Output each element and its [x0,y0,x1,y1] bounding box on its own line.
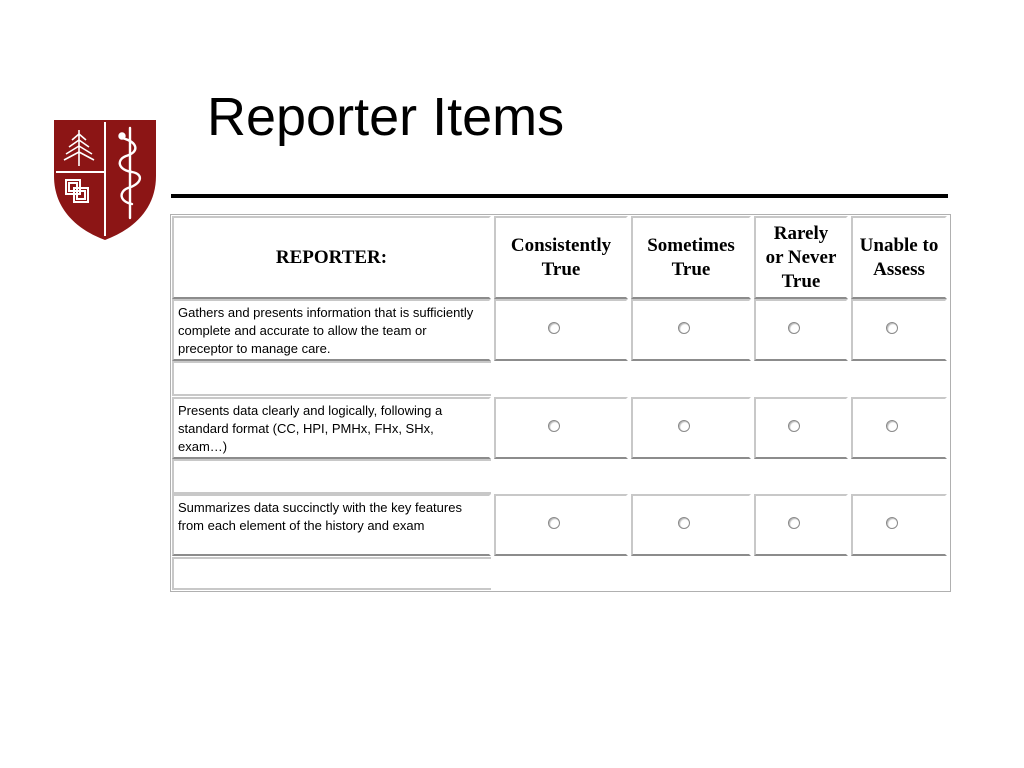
header-reporter [172,216,491,299]
rating-cell [754,397,848,459]
radio-sometimes-true-row-2[interactable] [678,420,690,432]
header-consistently-true [494,216,628,299]
radio-unable-to-assess-row-1[interactable] [886,322,898,334]
header-line: Rarely [773,222,829,244]
rating-cell [851,299,947,361]
radio-consistently-true-row-3[interactable] [548,517,560,529]
header-sometimes-true [631,216,751,299]
header-reporter-label: REPORTER: [275,246,388,268]
rating-cell [851,494,947,556]
rating-cell [631,299,751,361]
header-unable-to-assess [851,216,947,299]
header-line: Consistently [510,234,612,256]
header-line: True [671,258,711,280]
comment-row-3 [172,557,491,590]
title-underline [171,194,948,198]
radio-consistently-true-row-2[interactable] [548,420,560,432]
header-line: Assess [873,258,925,280]
rating-cell [631,494,751,556]
comment-row-2 [172,459,491,494]
radio-sometimes-true-row-1[interactable] [678,322,690,334]
rating-cell [754,299,848,361]
radio-unable-to-assess-row-2[interactable] [886,420,898,432]
rating-cell [631,397,751,459]
header-line: Sometimes [647,234,735,256]
shield-logo-icon [52,118,158,242]
radio-sometimes-true-row-3[interactable] [678,517,690,529]
header-line: or Never [765,246,837,268]
rating-cell [851,397,947,459]
header-line: Unable to [859,234,939,256]
slide-title: Reporter Items [207,87,565,147]
reporter-form-table [170,214,951,592]
rating-cell [494,397,628,459]
item-text-row-2: Presents data clearly and logically, following a standard format (CC, HPI, PMHx, FHx, SHx, exam…) [172,397,491,459]
radio-unable-to-assess-row-3[interactable] [886,517,898,529]
rating-cell [494,299,628,361]
radio-rarely-never-true-row-2[interactable] [788,420,800,432]
item-text-row-3: Summarizes data succinctly with the key features from each element of the history and exam [172,494,491,556]
header-rarely-never-true [754,216,848,299]
rating-cell [754,494,848,556]
radio-rarely-never-true-row-1[interactable] [788,322,800,334]
comment-row-1 [172,361,491,396]
header-line: True [541,258,581,280]
radio-rarely-never-true-row-3[interactable] [788,517,800,529]
radio-consistently-true-row-1[interactable] [548,322,560,334]
rating-cell [494,494,628,556]
header-line: True [781,270,821,292]
item-text-row-1: Gathers and presents information that is sufficiently complete and accurate to allow the team or preceptor to manage care. [172,299,491,361]
